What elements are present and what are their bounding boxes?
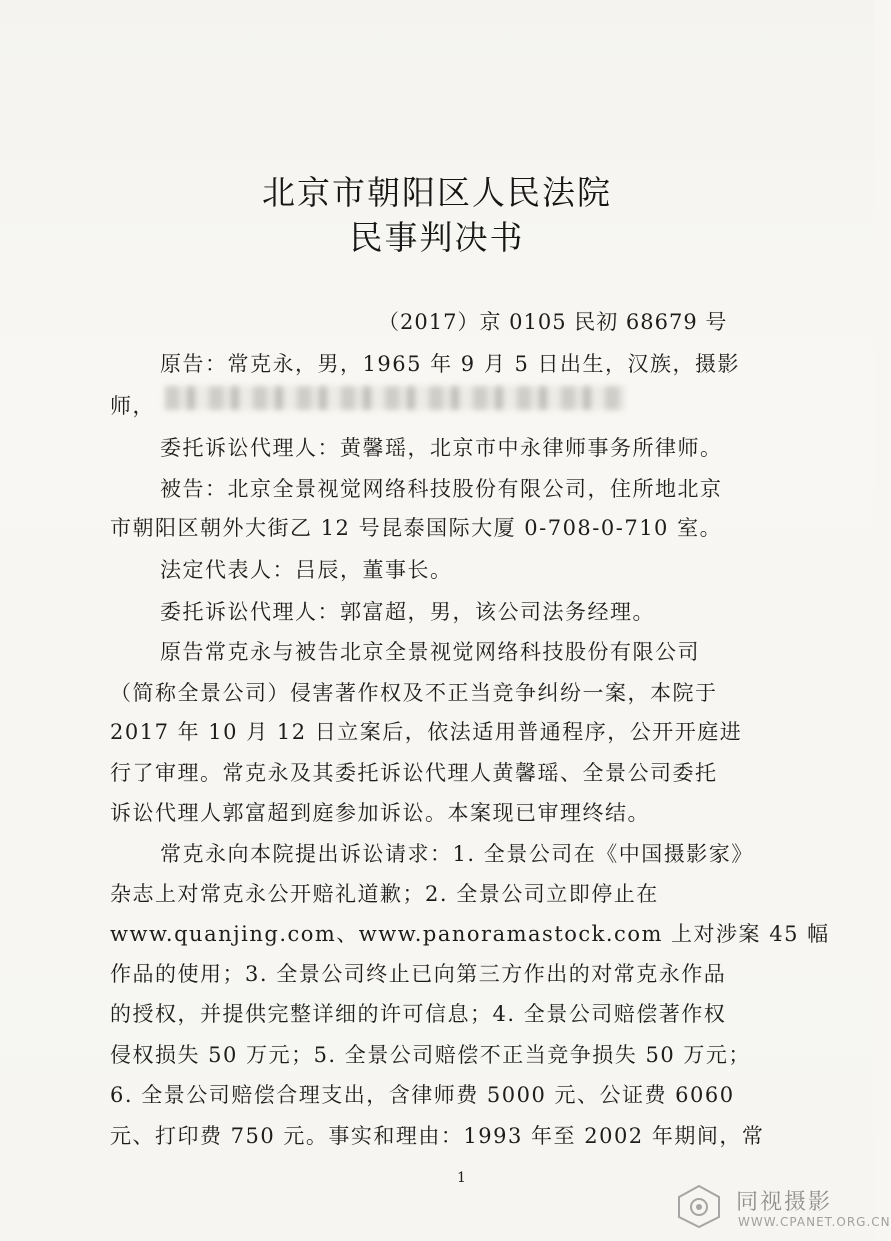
text-line: 原告：常克永，男，1965 年 9 月 5 日出生，汉族，摄影	[160, 352, 741, 376]
watermark	[676, 1177, 891, 1235]
text-line: 常克永向本院提出诉讼请求：1. 全景公司在《中国摄影家》	[160, 842, 754, 866]
watermark-url: WWW.CPANET.ORG.CN	[738, 1215, 891, 1229]
text-line: 元、打印费 750 元。事实和理由：1993 年至 2002 年期间，常	[110, 1124, 765, 1148]
text-line: 师，	[110, 394, 155, 418]
text-line: （简称全景公司）侵害著作权及不正当竞争纠纷一案，本院于	[110, 681, 718, 705]
text-line: www.quanjing.com、www.panoramastock.com 上对涉案 45 幅	[110, 922, 830, 946]
text-line: 侵权损失 50 万元；5. 全景公司赔偿不正当竞争损失 50 万元；	[110, 1043, 751, 1067]
text-line: 委托诉讼代理人：郭富超，男，该公司法务经理。	[160, 600, 655, 624]
redacted-address	[165, 386, 625, 410]
text-line: 杂志上对常克永公开赔礼道歉；2. 全景公司立即停止在	[110, 882, 659, 906]
text-line: 行了审理。常克永及其委托诉讼代理人黄馨瑶、全景公司委托	[110, 761, 718, 785]
text-line: 的授权，并提供完整详细的许可信息；4. 全景公司赔偿著作权	[110, 1002, 727, 1026]
page-number: 1	[457, 1170, 466, 1186]
text-line: 作品的使用；3. 全景公司终止已向第三方作出的对常克永作品	[110, 962, 727, 986]
text-line: 6. 全景公司赔偿合理支出，含律师费 5000 元、公证费 6060	[110, 1083, 735, 1107]
text-line: 法定代表人：吕辰，董事长。	[160, 558, 453, 582]
document-type: 民事判决书	[349, 218, 525, 257]
text-line: 2017 年 10 月 12 日立案后，依法适用普通程序，公开开庭进	[110, 720, 743, 744]
text-line: 原告常克永与被告北京全景视觉网络科技股份有限公司	[160, 640, 700, 664]
case-number: （2017）京 0105 民初 68679 号	[378, 310, 728, 334]
text-line: 委托诉讼代理人：黄馨瑶，北京市中永律师事务所律师。	[160, 436, 723, 460]
camera-logo-icon	[676, 1183, 722, 1229]
text-line: 被告：北京全景视觉网络科技股份有限公司，住所地北京	[160, 477, 723, 501]
text-line: 市朝阳区朝外大街乙 12 号昆泰国际大厦 0-708-0-710 室。	[110, 516, 723, 540]
text-line: 诉讼代理人郭富超到庭参加诉讼。本案现已审理终结。	[110, 801, 650, 825]
court-name: 北京市朝阳区人民法院	[262, 173, 612, 212]
watermark-name: 同视摄影	[736, 1190, 833, 1215]
